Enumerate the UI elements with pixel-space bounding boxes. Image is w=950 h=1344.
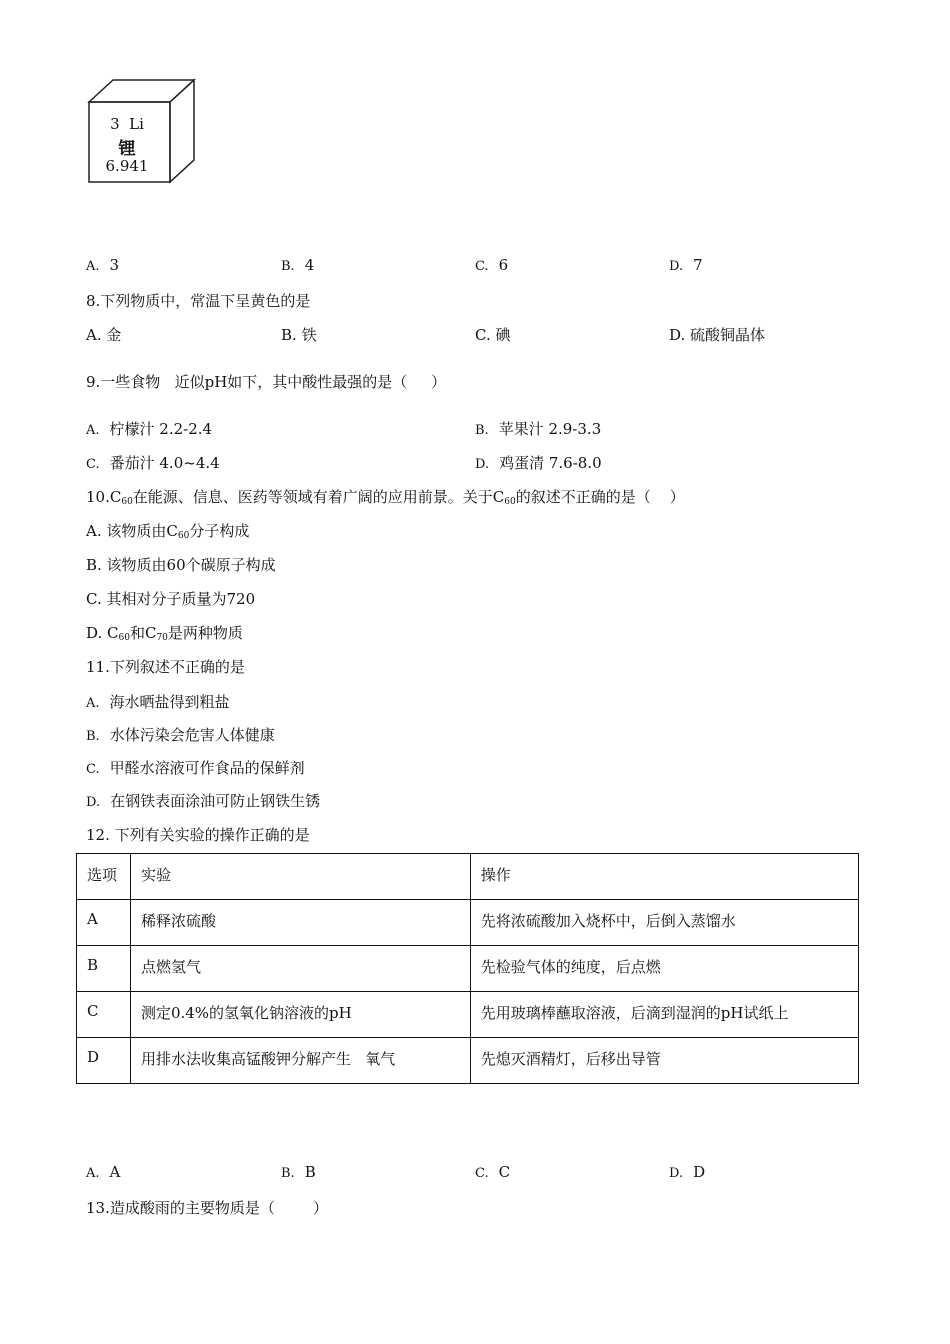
q9-option-b: B. 苹果汁 2.9-3.3 bbox=[475, 420, 602, 438]
table-row bbox=[77, 992, 859, 1038]
q7-option-c: C. 6 bbox=[475, 256, 509, 274]
q7-option-d: D. 7 bbox=[669, 256, 703, 274]
q10-option-a: A. 该物质由$C_{60}$分子构成 bbox=[86, 522, 250, 541]
q10-option-d: D. $C_{60}$和$C_{70}$是两种物质 bbox=[86, 624, 243, 643]
element-mass: 6.941 bbox=[105, 157, 149, 175]
table-row bbox=[77, 1038, 859, 1084]
q12-option-d: D. D bbox=[669, 1163, 706, 1181]
q9-stem: 9.一些食物 近似pH如下，其中酸性最强的是（ ） bbox=[86, 373, 447, 391]
table-cell: 先检验气体的纯度，后点燃 bbox=[470, 946, 858, 992]
q12-option-b: B. B bbox=[281, 1163, 316, 1181]
q8-option-b: B. 铁 bbox=[281, 326, 317, 344]
q10-option-c: C. 其相对分子质量为720 bbox=[86, 590, 256, 608]
table-cell: 先用玻璃棒蘸取溶液，后滴到湿润的pH试纸上 bbox=[470, 992, 858, 1038]
element-name: 锂 bbox=[118, 139, 136, 159]
table-cell: A bbox=[77, 900, 131, 946]
element-cell-illustration bbox=[85, 78, 200, 188]
table-cell: C bbox=[77, 992, 131, 1038]
table-cell: 点燃氢气 bbox=[130, 946, 470, 992]
q11-stem: 11.下列叙述不正确的是 bbox=[86, 658, 245, 676]
element-number-symbol: 3 Li bbox=[110, 115, 144, 133]
q9-option-c: C. 番茄汁 4.0~4.4 bbox=[86, 454, 220, 472]
q8-stem: 8.下列物质中，常温下呈黄色的是 bbox=[86, 292, 311, 310]
q12-option-c: C. C bbox=[475, 1163, 511, 1181]
q12-option-a: A. A bbox=[86, 1163, 121, 1181]
q7-option-a: A. 3 bbox=[86, 256, 120, 274]
q10-stem: $10.C_{60}$在能源、信息、医药等领域有着广阔的应用前景。关于$C_{60}$的叙述不正确的是（ ） bbox=[86, 488, 685, 507]
q8-option-a: A. 金 bbox=[86, 326, 122, 344]
table-cell: B bbox=[77, 946, 131, 992]
table-cell: 先熄灭酒精灯，后移出导管 bbox=[470, 1038, 858, 1084]
table-header-row bbox=[77, 854, 859, 900]
table-cell: 先将浓硫酸加入烧杯中，后倒入蒸馏水 bbox=[470, 900, 858, 946]
q7-option-b: B. 4 bbox=[281, 256, 315, 274]
q8-option-d: D. 硫酸铜晶体 bbox=[669, 326, 766, 344]
table-header-cell: 选项 bbox=[77, 854, 131, 900]
table-row bbox=[77, 900, 859, 946]
q9-option-a: A. 柠檬汁 2.2-2.4 bbox=[86, 420, 213, 438]
q10-option-b: B. 该物质由60个碳原子构成 bbox=[86, 556, 276, 574]
table-row bbox=[77, 946, 859, 992]
q11-option-d: D. 在钢铁表面涂油可防止钢铁生锈 bbox=[86, 792, 321, 810]
table-cell: D bbox=[77, 1038, 131, 1084]
q11-option-c: C. 甲醛水溶液可作食品的保鲜剂 bbox=[86, 759, 305, 777]
q11-option-b: B. 水体污染会危害人体健康 bbox=[86, 726, 275, 744]
table-cell: 测定0.4%的氢氧化钠溶液的pH bbox=[130, 992, 470, 1038]
q8-option-c: C. 碘 bbox=[475, 326, 511, 344]
table-header-cell: 实验 bbox=[130, 854, 470, 900]
q12-experiment-table bbox=[76, 853, 859, 1084]
q12-stem: 12. 下列有关实验的操作正确的是 bbox=[86, 826, 310, 844]
table-cell: 用排水法收集高锰酸钾分解产生 氧气 bbox=[130, 1038, 470, 1084]
table-cell: 稀释浓硫酸 bbox=[130, 900, 470, 946]
table-header-cell: 操作 bbox=[470, 854, 858, 900]
q9-option-d: D. 鸡蛋清 7.6-8.0 bbox=[475, 454, 602, 472]
q13-stem: 13.造成酸雨的主要物质是（ ） bbox=[86, 1199, 329, 1217]
q11-option-a: A. 海水晒盐得到粗盐 bbox=[86, 693, 230, 711]
